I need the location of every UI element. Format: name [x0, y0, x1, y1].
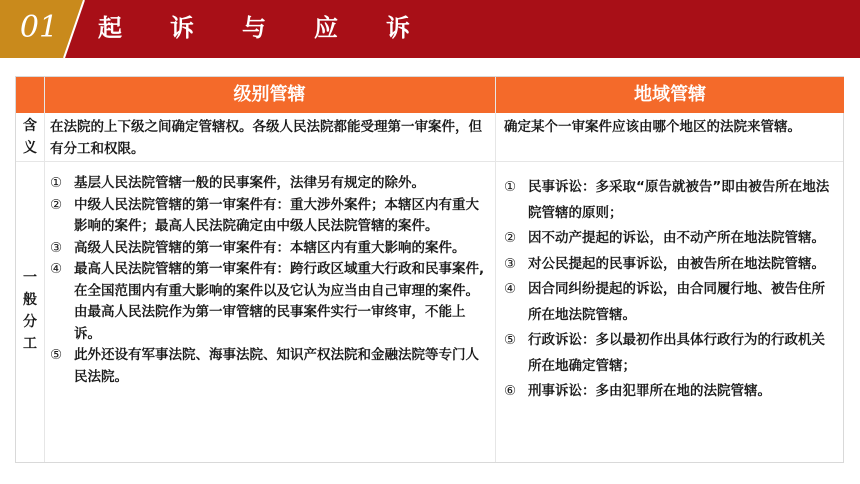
list-item: ⑤ 此外还设有军事法院、海事法院、知识产权法院和金融法院等专门人民法院。 — [50, 347, 479, 385]
level-items-list — [50, 173, 490, 388]
section-number: 01 — [19, 10, 59, 45]
meaning-level: 在法院的上下级之间确定管辖权。各级人民法院都能受理第一审案件，但有分工和权限。 — [50, 119, 482, 157]
header-level-jurisdiction: 级别管辖 — [44, 77, 495, 113]
list-item: ④ 最高人民法院管辖的第一审案件有：跨行政区域重大行政和民事案件,在全国范围内有重大影响的案件以及它认为应当由自己审理的案件。由最高人民法院作为第一审管辖的民事案件实行一审终审，不能上诉。 — [50, 261, 485, 342]
divider-horizontal — [16, 161, 843, 162]
row-label-meaning: 含 义 — [23, 118, 37, 156]
list-item: ③ 高级人民法院管辖的第一审案件有：本辖区内有重大影响的案件。 — [50, 239, 466, 256]
page-title: 起诉与应诉 — [98, 14, 458, 42]
list-item: ④ 因合同纠纷提起的诉讼，由合同履行地、被告住所所在地法院管辖。 — [504, 281, 825, 323]
jurisdiction-table — [15, 76, 844, 463]
list-item: ① 基层人民法院管辖一般的民事案件，法律另有规定的除外。 — [50, 175, 425, 191]
meaning-region: 确定某个一审案件应该由哪个地区的法院来管辖。 — [504, 119, 801, 135]
region-items-list — [504, 175, 834, 405]
list-item: ① 民事诉讼：多采取“原告就被告”即由被告所在地法院管辖的原则； — [504, 179, 830, 221]
header-region-jurisdiction: 地域管辖 — [496, 77, 844, 113]
section-number-badge — [0, 0, 86, 58]
title-bar — [0, 0, 860, 58]
divider-vertical — [495, 77, 496, 462]
list-item: ⑤ 行政诉讼：多以最初作出具体行政行为的行政机关所在地确定管辖； — [504, 332, 825, 374]
list-item: ⑥ 刑事诉讼：多由犯罪所在地的法院管辖。 — [504, 383, 771, 399]
divider-vertical — [44, 77, 45, 462]
list-item: ③ 对公民提起的民事诉讼，由被告所在地法院管辖。 — [504, 255, 825, 272]
list-item: ② 因不动产提起的诉讼，由不动产所在地法院管辖。 — [504, 230, 825, 246]
list-item: ② 中级人民法院管辖的第一审案件有：重大涉外案件；本辖区内有重大影响的案件；最高人民法院确定由中级人民法院管辖的案件。 — [50, 196, 479, 234]
header-corner — [16, 77, 44, 113]
row-label-general-division: 一 般 分 工 — [23, 270, 37, 352]
